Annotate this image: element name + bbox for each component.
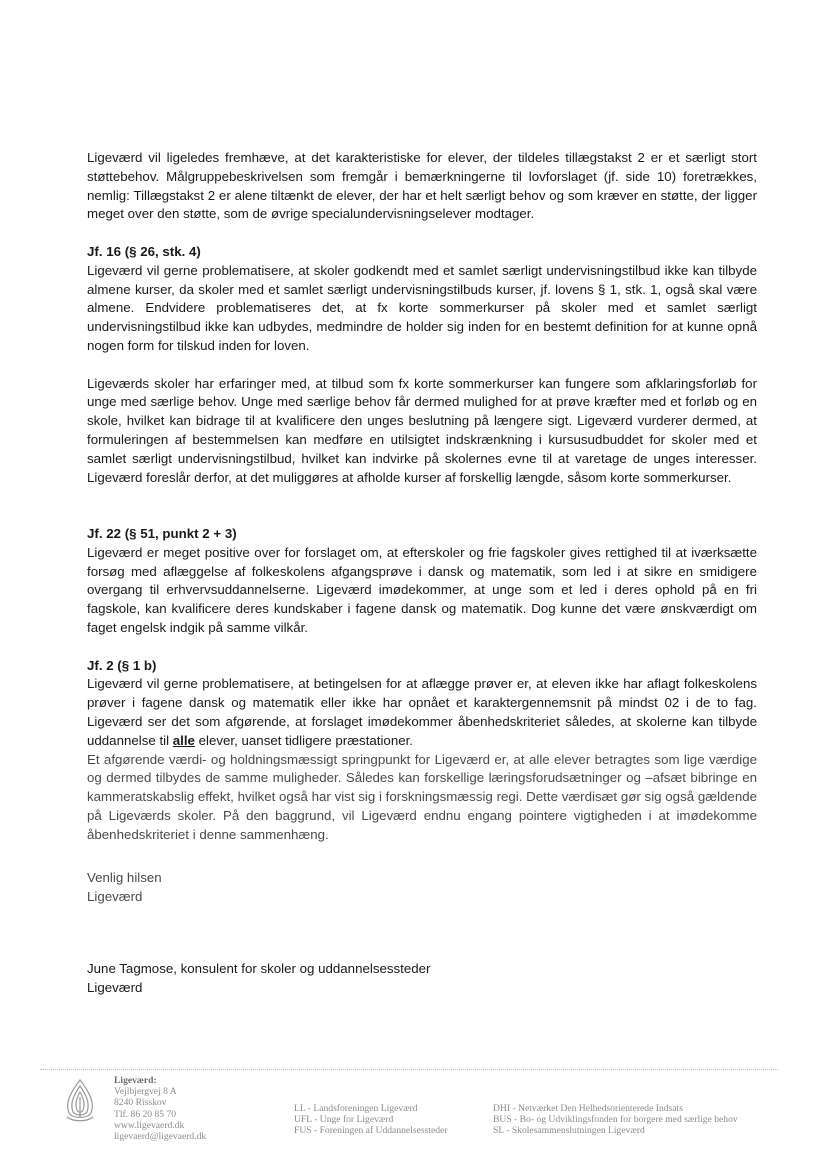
paragraph-jf2-values: Et afgørende værdi- og holdningsmæssigt springpunkt for Ligeværd er, at alle elever betragtes som lige værdige og dermed tilbydes de samme muligheder. Således kan forskellige læringsforudsætninger og –afsæt bibringe en kammeratskabslig effekt, hvilket også har vist sig i forskningsmæssig regi. Dette værdisæt gør sig også gældende på Ligeværds skoler. På den baggrund, vil Ligeværd endnu engang pointere vigtigheden i at imødekomme åbenhedskriteriet i denne sammenhæng.	[87, 751, 757, 842]
paragraph-jf16-experience: Ligeværds skoler har erfaringer med, at tilbud som fx korte sommerkurser kan fungere som afklaringsforløb for unge med særlige behov. Unge med særlige behov får dermed mulighed for at prøve kræfter med et forløb og en skole, hvilket kan bidrage til at kvalificere den unges beslutning på længere sigt. Ligeværd vurderer dermed, at formuleringen af bestemmelsen kan medføre en utilsigtet indskrænkning i kursusudbuddet for skoler med et samlet særligt undervisningstilbud, hvilket kan indvirke på skolernes evne til at varetage de unges interesser. Ligeværd foreslår derfor, at det muliggøres at afholde kurser af forskellig længde, såsom korte sommerkurser.	[87, 375, 757, 485]
signature-block	[87, 960, 430, 998]
signature-org: Ligeværd	[87, 979, 143, 995]
paragraph-jf16-problem: Ligeværd vil gerne problematisere, at skoler godkendt med et samlet særligt undervisningstilbud ikke kan tilbyde almene kurser, da skoler med et samlet særligt undervisningstilbuds kurser, jf. lovens § 1, stk. 1, også skal være almene. Endvidere problematiseres det, at fx korte sommerkurser på skoler med et samlet særligt undervisningstilbud ikke kan udbydes, medmindre de holder sig inden for en bestemt definition for at kunne opnå nogen form for tilskud inden for loven.	[87, 262, 757, 353]
emphasis-alle: alle	[172, 732, 195, 748]
footer-org-ufl: UFL - Unge for Ligeværd	[294, 1114, 394, 1126]
footer-org-fus: FUS - Foreningen af Uddannelsessteder	[294, 1125, 448, 1137]
paragraph-jf22: Ligeværd er meget positive over for forslaget om, at efterskoler og frie fagskoler gives rettighed til at iværksætte forsøg med aflæggelse af folkeskolens afgangsprøve i dansk og matematik, som led i at sikre en smidigere overgang til erhvervsuddannelserne. Ligeværd imødekommer, at unge som et led i deres ophold på en fri fagskole, kan kvalificere deres kundskaber i fagene dansk og matematik. Dog kunne det være ønskværdigt om faget engelsk indgik på samme vilkår.	[87, 544, 757, 635]
footer-city: 8240 Risskov	[114, 1097, 167, 1109]
footer-email-link[interactable]: ligevaerd@ligevaerd.dk	[114, 1131, 207, 1143]
paragraph-jf2-text-before: Ligeværd vil gerne problematisere, at betingelsen for at aflægge prøver er, at eleven ikke har aflagt folkeskolens prøver i fagene dansk og matematik eller ikke har opnået et karaktergennemsnit på mindst 02 i de to fag. Ligeværd ser det som afgørende, at forslaget imødekommer åbenhedskriteriet således, at skolerne kan tilbyde uddannelse til	[87, 676, 757, 748]
footer-org-bus: BUS - Bo- og Udviklingsfonden for borgere med særlige behov	[493, 1114, 738, 1126]
paragraph-jf2-problem	[87, 675, 757, 750]
signature-name: June Tagmose, konsulent for skoler og uddannelsessteder	[87, 961, 431, 976]
footer-member-orgs-left	[294, 1103, 447, 1137]
section-heading-jf2: Jf. 2 (§ 1 b)	[87, 657, 157, 673]
paragraph-tillaegstakst: Ligeværd vil ligeledes fremhæve, at det karakteristiske for elever, der tildeles tillægstakst 2 er et særligt stort støttebehov. Målgruppebeskrivelsen som fremgår i bemærkningerne til lovforslaget (jf. side 10) foretrækkes, nemlig: Tillægstakst 2 er alene tiltænkt de elever, der har et helt særligt behov og som kræver en støtte, der ligger meget over den støtte, som de øvrige specialundervisningselever modtager.	[87, 150, 757, 222]
footer-org-name: Ligeværd:	[114, 1075, 157, 1086]
greeting-text: Venlig hilsen	[87, 870, 162, 885]
section-heading-jf16: Jf. 16 (§ 26, stk. 4)	[87, 243, 201, 259]
paragraph-jf2-text-after: elever, uanset tidligere præstationer.	[194, 732, 414, 748]
closing-greeting	[87, 869, 162, 907]
greeting-org: Ligeværd	[87, 888, 143, 904]
footer-phone: Tlf. 86 20 85 70	[114, 1108, 177, 1120]
section-heading-jf22: Jf. 22 (§ 51, punkt 2 + 3)	[87, 525, 237, 541]
footer-divider	[40, 1069, 778, 1070]
footer-street: Vejlbjergvej 8 A	[114, 1086, 177, 1098]
footer-org-sl: SL - Skolesammenslutningen Ligeværd	[493, 1125, 645, 1137]
footer-org-dhi: DHI - Netværket Den Helhedsorienterede Indsats	[493, 1103, 683, 1114]
ligevaerd-leaf-logo-icon	[61, 1077, 99, 1123]
footer-member-orgs-right	[493, 1103, 738, 1137]
footer-org-ll: LL - Landsforeningen Ligeværd	[294, 1103, 418, 1114]
letter-body	[87, 149, 757, 844]
footer-website-link[interactable]: www.ligevaerd.dk	[114, 1119, 185, 1131]
footer-address	[114, 1075, 206, 1142]
